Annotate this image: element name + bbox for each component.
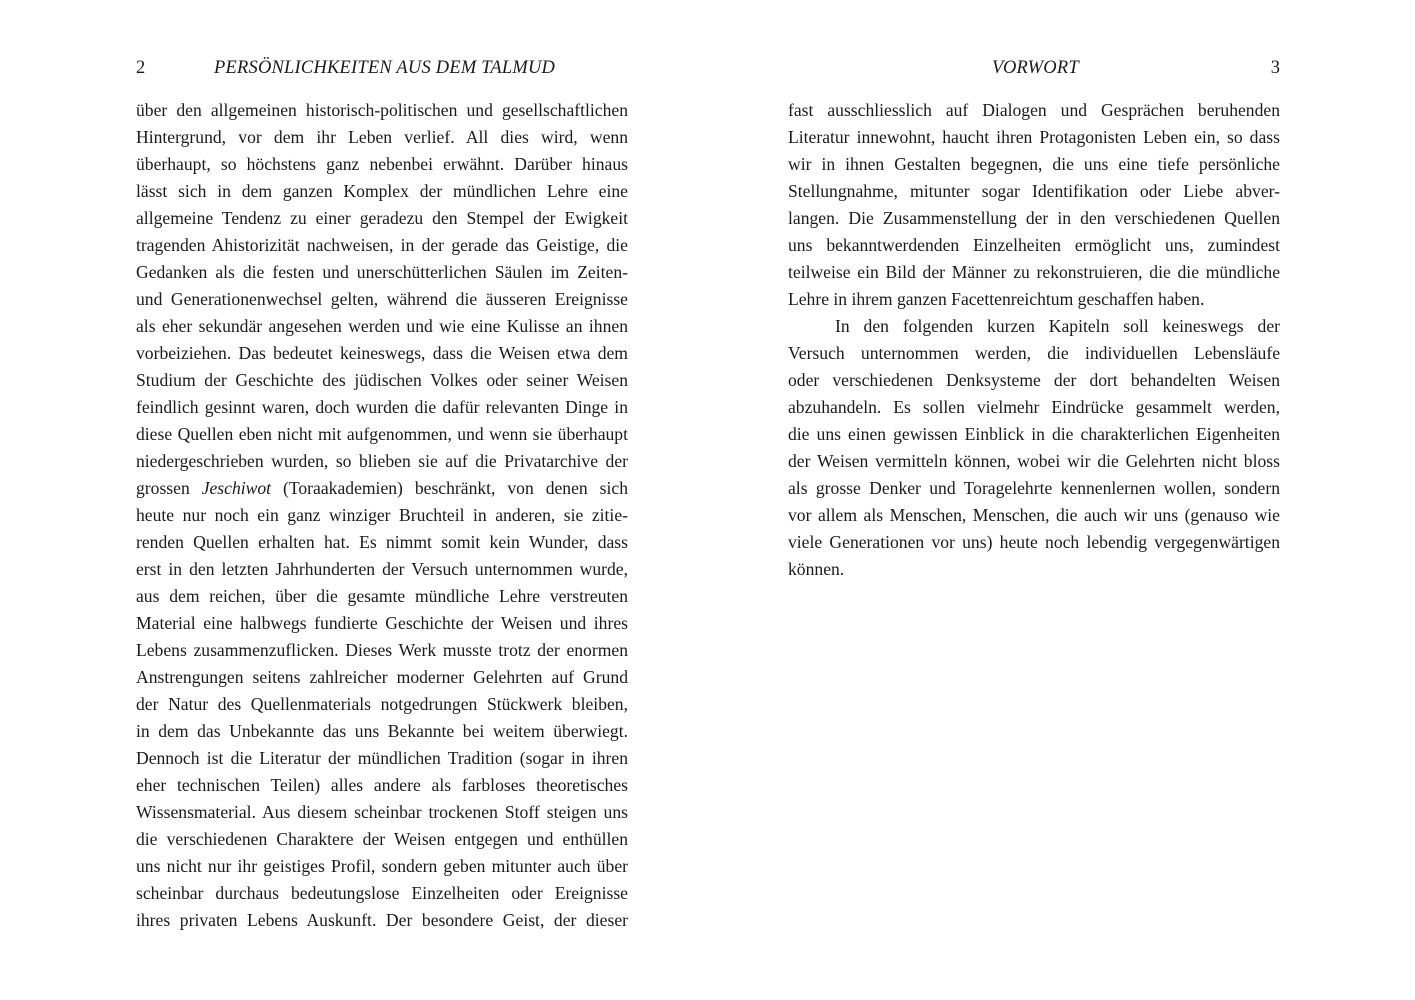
text-segment: grossen (136, 478, 202, 498)
text-line: Dennoch ist die Literatur der mündlichen Tradition (sogar in ihren (136, 748, 628, 768)
text-line: teilweise ein Bild der Männer zu rekonstruieren, die die mündliche (788, 262, 1280, 282)
text-line: viele Generationen vor uns) heute noch lebendig vergegenwärtigen (788, 532, 1280, 552)
text-line: diese Quellen eben nicht mit aufgenommen, und wenn sie überhaupt (136, 424, 628, 444)
text-line: allgemeine Tendenz zu einer geradezu den Stempel der Ewigkeit (136, 208, 628, 228)
text-line: abzuhandeln. Es sollen vielmehr Eindrücke gesammelt werden, (788, 397, 1280, 417)
text-line: uns bekanntwerdenden Einzelheiten ermöglicht uns, zumindest (788, 235, 1280, 255)
text-line: Studium der Geschichte des jüdischen Volkes oder seiner Weisen (136, 370, 628, 390)
text-line: vor allem als Menschen, Menschen, die auch wir uns (genauso wie (788, 505, 1280, 525)
text-line: die uns einen gewissen Einblick in die charakterlichen Eigenheiten (788, 424, 1280, 444)
left-body-text (136, 97, 628, 934)
text-line: Wissensmaterial. Aus diesem scheinbar trockenen Stoff steigen uns (136, 802, 628, 822)
text-line: überhaupt, so höchstens ganz nebenbei erwähnt. Darüber hinaus (136, 154, 628, 174)
right-page (788, 0, 1280, 1000)
text-line: ihres privaten Lebens Auskunft. Der besondere Geist, der dieser (136, 910, 628, 930)
text-line: als eher sekundär angesehen werden und wie eine Kulisse an ihnen (136, 316, 628, 336)
text-line: die verschiedenen Charaktere der Weisen entgegen und enthüllen (136, 829, 628, 849)
right-running-title: VORWORT (992, 58, 1079, 78)
text-line: oder verschiedenen Denksysteme der dort behandelten Weisen (788, 370, 1280, 390)
text-line: uns nicht nur ihr geistiges Profil, sondern geben mitunter auch über (136, 856, 628, 876)
paragraph-start-line: In den folgenden kurzen Kapiteln soll keineswegs der (835, 316, 1280, 336)
text-line: in dem das Unbekannte das uns Bekannte bei weitem überwiegt. (136, 721, 628, 741)
text-line: fast ausschliesslich auf Dialogen und Gesprächen beruhenden (788, 100, 1280, 120)
left-running-title: PERSÖNLICHKEITEN AUS DEM TALMUD (214, 58, 556, 78)
left-page-number: 2 (136, 58, 146, 78)
text-line: lässt sich in dem ganzen Komplex der mündlichen Lehre eine (136, 181, 628, 201)
text-line: der Weisen vermitteln können, wobei wir die Gelehrten nicht bloss (788, 451, 1280, 471)
text-line: niedergeschrieben wurden, so blieben sie auf die Privatarchive der (136, 451, 628, 471)
text-line-with-italic (136, 475, 628, 502)
text-line: wir in ihnen Gestalten begegnen, die uns eine tiefe persönliche (788, 154, 1280, 174)
right-running-head (788, 56, 1280, 80)
paragraph-end-line: Lehre in ihrem ganzen Facettenreichtum geschaffen haben. (788, 289, 1205, 309)
text-line: eher technischen Teilen) alles andere als farbloses theoretisches (136, 775, 628, 795)
text-line: aus dem reichen, über die gesamte mündliche Lehre verstreuten (136, 586, 628, 606)
text-line: Stellungnahme, mitunter sogar Identifikation oder Liebe abver- (788, 181, 1280, 201)
text-line: Anstrengungen seitens zahlreicher moderner Gelehrten auf Grund (136, 667, 628, 687)
paragraph-end-line: können. (788, 559, 845, 579)
text-line: heute nur noch ein ganz winziger Bruchteil in anderen, sie zitie- (136, 505, 628, 525)
text-line: renden Quellen erhalten hat. Es nimmt somit kein Wunder, dass (136, 532, 628, 552)
left-running-head (136, 56, 628, 80)
text-line: tragenden Ahistorizität nachweisen, in der gerade das Geistige, die (136, 235, 628, 255)
text-line: erst in den letzten Jahrhunderten der Versuch unternommen wurde, (136, 559, 628, 579)
text-line: scheinbar durchaus bedeutungslose Einzelheiten oder Ereignisse (136, 883, 628, 903)
text-line: über den allgemeinen historisch-politischen und gesellschaftlichen (136, 100, 628, 120)
text-line: Literatur innewohnt, haucht ihren Protagonisten Leben ein, so dass (788, 127, 1280, 147)
text-line: Material eine halbwegs fundierte Geschichte der Weisen und ihres (136, 613, 628, 633)
text-line: Hintergrund, vor dem ihr Leben verlief. All dies wird, wenn (136, 127, 628, 147)
text-line: der Natur des Quellenmaterials notgedrungen Stückwerk bleiben, (136, 694, 628, 714)
italic-term-jeschiwot: Jeschiwot (201, 478, 272, 498)
text-line: Versuch unternommen werden, die individuellen Lebensläufe (788, 343, 1280, 363)
text-line: vorbeiziehen. Das bedeutet keineswegs, dass die Weisen etwa dem (136, 343, 628, 363)
right-body-text (788, 97, 1280, 583)
text-line: als grosse Denker und Toragelehrte kennenlernen wollen, sondern (788, 478, 1280, 498)
text-line: feindlich gesinnt waren, doch wurden die dafür relevanten Dinge in (136, 397, 628, 417)
text-line: und Generationenwechsel gelten, während die äusseren Ereignisse (136, 289, 628, 309)
text-line: Gedanken als die festen und unerschütterlichen Säulen im Zeiten- (136, 262, 628, 282)
right-page-number: 3 (1270, 58, 1280, 78)
text-line: Lebens zusammenzuflicken. Dieses Werk musste trotz der enormen (136, 640, 628, 660)
text-line: langen. Die Zusammenstellung der in den verschiedenen Quellen (788, 208, 1280, 228)
left-page (136, 0, 628, 1000)
text-segment: (Toraakademien) beschränkt, von denen sich (271, 478, 628, 498)
